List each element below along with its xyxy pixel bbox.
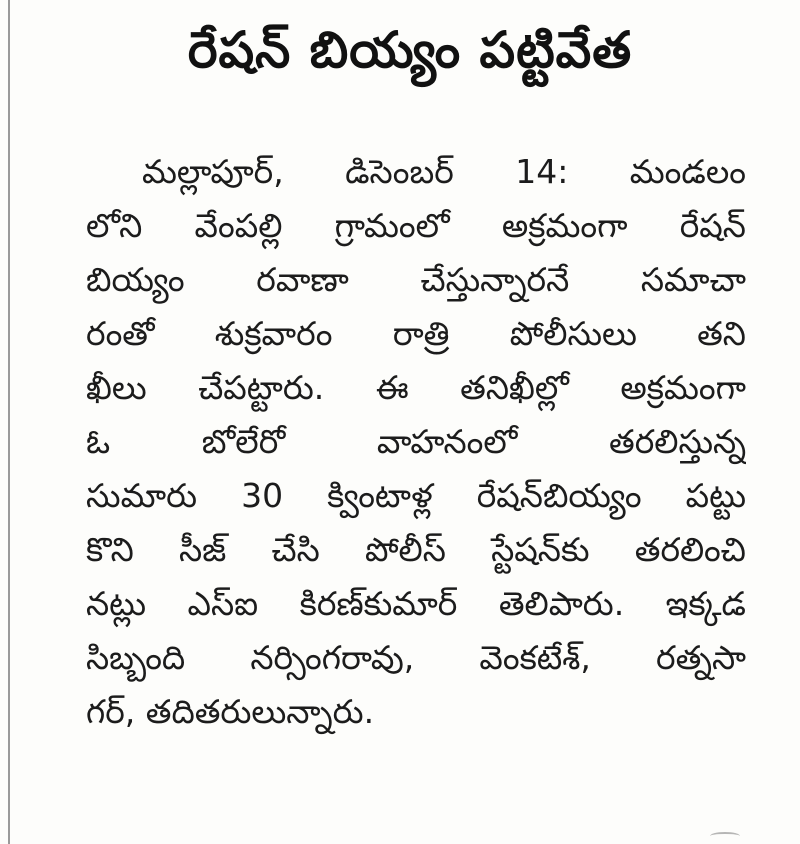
column-rule: [8, 0, 10, 844]
article-line: నట్లు ఎస్ఐ కిరణ్‌కుమార్ తెలిపారు. ఇక్కడ: [86, 584, 746, 623]
article-line: బియ్యం రవాణా చేస్తున్నారనే సమాచా: [86, 260, 746, 299]
article-line: ఓ బోలేరో వాహనంలో తరలిస్తున్న: [86, 422, 746, 461]
article-line: సుమారు 30 క్వింటాళ్ల రేషన్‌బియ్యం పట్టు: [86, 476, 746, 515]
article-line: రంతో శుక్రవారం రాత్రి పోలీసులు తని: [86, 314, 746, 353]
article-line: సిబ్బంది నర్సింగరావు, వెంకటేశ్, రత్నసా: [86, 638, 746, 677]
article-line: కొని సీజ్ చేసి పోలీస్ స్టేషన్‌కు తరలించి: [86, 530, 746, 569]
article-line: లోని వేంపల్లి గ్రామంలో అక్రమంగా రేషన్: [86, 206, 746, 245]
page-edge-mark: [710, 832, 740, 840]
article-line: మల్లాపూర్, డిసెంబర్ 14: మండలం: [142, 152, 746, 191]
article-body: [86, 145, 746, 739]
article-line: గర్, తదితరులున్నారు.: [86, 692, 375, 731]
article-line: ఖీలు చేపట్టారు. ఈ తనిఖీల్లో అక్రమంగా: [86, 368, 746, 407]
headline: రేషన్ బియ్యం పట్టివేత: [187, 21, 633, 79]
